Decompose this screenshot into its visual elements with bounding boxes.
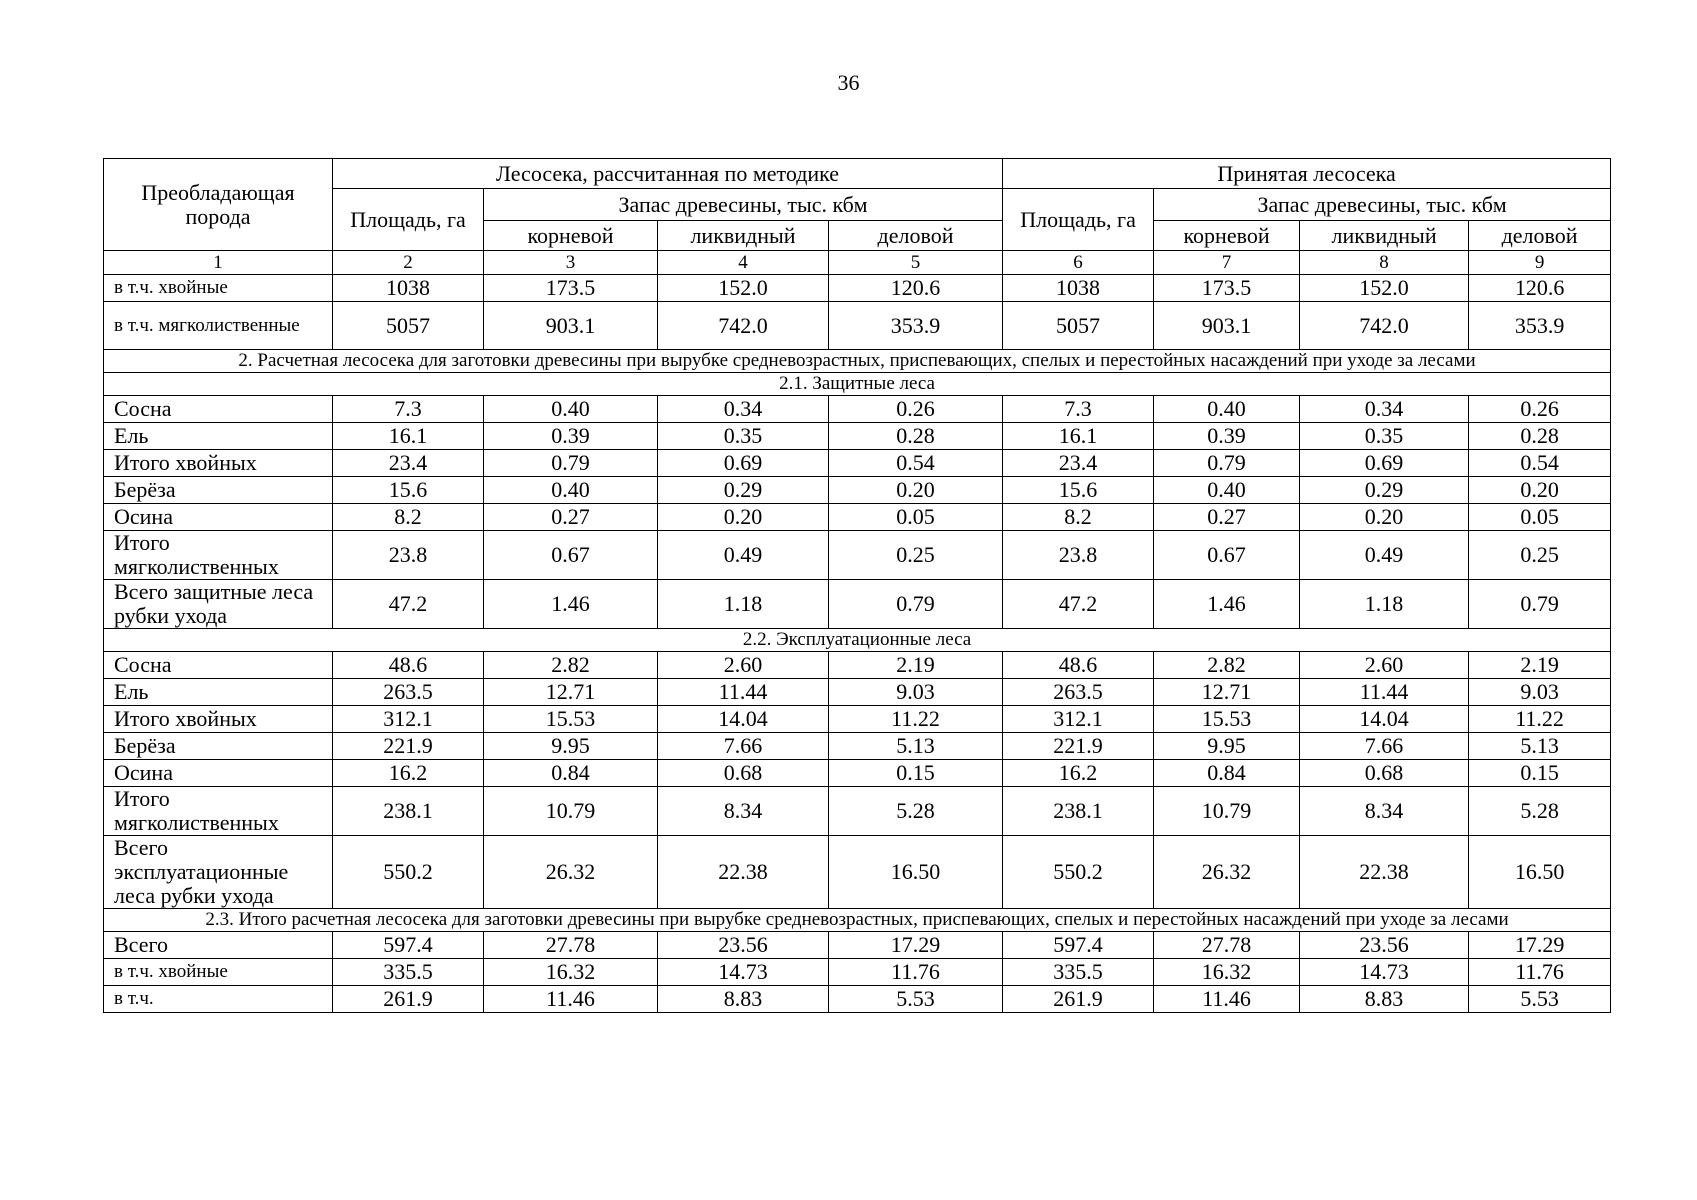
value-cell: 26.32 — [484, 836, 658, 909]
value-cell: 16.32 — [1154, 959, 1300, 986]
value-cell: 0.54 — [829, 450, 1003, 477]
value-cell: 23.56 — [658, 932, 829, 959]
section-title: 2. Расчетная лесосека для заготовки древесины при вырубке средневозрастных, приспевающих, спелых и перестойных насаждений при уходе за лесами — [104, 350, 1611, 373]
species-name-cell: Итого мягколиственных — [104, 787, 333, 836]
value-cell: 0.79 — [1154, 450, 1300, 477]
species-name-cell: Осина — [104, 760, 333, 787]
value-cell: 14.04 — [1300, 706, 1469, 733]
value-cell: 2.19 — [1469, 652, 1611, 679]
table-row — [104, 733, 1611, 760]
value-cell: 16.1 — [1003, 423, 1154, 450]
column-number: 2 — [333, 251, 484, 275]
value-cell: 7.66 — [1300, 733, 1469, 760]
value-cell: 5.13 — [829, 733, 1003, 760]
value-cell: 263.5 — [333, 679, 484, 706]
species-name-cell: в т.ч. хвойные — [104, 959, 333, 986]
value-cell: 0.79 — [1469, 580, 1611, 629]
value-cell: 23.4 — [333, 450, 484, 477]
value-cell: 0.68 — [658, 760, 829, 787]
value-cell: 238.1 — [333, 787, 484, 836]
column-number-row — [104, 251, 1611, 275]
species-name-cell: Всего эксплуатационные леса рубки ухода — [104, 836, 333, 909]
value-cell: 312.1 — [1003, 706, 1154, 733]
section-row — [104, 373, 1611, 396]
value-cell: 11.22 — [1469, 706, 1611, 733]
column-number: 5 — [829, 251, 1003, 275]
value-cell: 0.28 — [829, 423, 1003, 450]
header-root-method: корневой — [484, 221, 658, 251]
value-cell: 261.9 — [333, 986, 484, 1013]
value-cell: 0.27 — [484, 504, 658, 531]
forest-cut-table — [103, 158, 1611, 1013]
value-cell: 8.34 — [658, 787, 829, 836]
value-cell: 0.20 — [1469, 477, 1611, 504]
value-cell: 742.0 — [1300, 302, 1469, 350]
value-cell: 221.9 — [1003, 733, 1154, 760]
value-cell: 15.6 — [333, 477, 484, 504]
column-number: 8 — [1300, 251, 1469, 275]
value-cell: 2.60 — [1300, 652, 1469, 679]
value-cell: 9.03 — [1469, 679, 1611, 706]
value-cell: 11.22 — [829, 706, 1003, 733]
value-cell: 0.49 — [658, 531, 829, 580]
header-group-method: Лесосека, рассчитанная по методике — [333, 159, 1003, 189]
species-name-cell: в т.ч. — [104, 986, 333, 1013]
value-cell: 5.53 — [1469, 986, 1611, 1013]
header-root-accepted: корневой — [1154, 221, 1300, 251]
value-cell: 0.20 — [1300, 504, 1469, 531]
value-cell: 5.13 — [1469, 733, 1611, 760]
value-cell: 0.20 — [658, 504, 829, 531]
value-cell: 14.04 — [658, 706, 829, 733]
value-cell: 10.79 — [484, 787, 658, 836]
table-row — [104, 450, 1611, 477]
column-number: 1 — [104, 251, 333, 275]
value-cell: 5.28 — [1469, 787, 1611, 836]
value-cell: 152.0 — [1300, 275, 1469, 302]
value-cell: 8.2 — [1003, 504, 1154, 531]
value-cell: 238.1 — [1003, 787, 1154, 836]
value-cell: 12.71 — [1154, 679, 1300, 706]
value-cell: 0.34 — [658, 396, 829, 423]
header-area-accepted: Площадь, га — [1003, 189, 1154, 251]
species-name-cell: Берёза — [104, 733, 333, 760]
table-row — [104, 986, 1611, 1013]
species-name-cell: в т.ч. мягколиственные — [104, 302, 333, 350]
value-cell: 0.29 — [658, 477, 829, 504]
value-cell: 27.78 — [1154, 932, 1300, 959]
value-cell: 7.66 — [658, 733, 829, 760]
value-cell: 1.18 — [658, 580, 829, 629]
value-cell: 7.3 — [333, 396, 484, 423]
value-cell: 2.60 — [658, 652, 829, 679]
value-cell: 9.95 — [1154, 733, 1300, 760]
table-row — [104, 423, 1611, 450]
header-liquid-accepted: ликвидный — [1300, 221, 1469, 251]
value-cell: 0.28 — [1469, 423, 1611, 450]
section-title: 2.2. Эксплуатационные леса — [104, 629, 1611, 652]
value-cell: 8.2 — [333, 504, 484, 531]
value-cell: 0.39 — [484, 423, 658, 450]
value-cell: 152.0 — [658, 275, 829, 302]
column-number: 3 — [484, 251, 658, 275]
value-cell: 26.32 — [1154, 836, 1300, 909]
header-liquid-method: ликвидный — [658, 221, 829, 251]
table-row — [104, 959, 1611, 986]
value-cell: 0.26 — [829, 396, 1003, 423]
value-cell: 1038 — [1003, 275, 1154, 302]
value-cell: 353.9 — [829, 302, 1003, 350]
species-name-cell: Всего защитные леса рубки ухода — [104, 580, 333, 629]
species-name-cell: Всего — [104, 932, 333, 959]
section-title: 2.1. Защитные леса — [104, 373, 1611, 396]
value-cell: 16.50 — [829, 836, 1003, 909]
table-row — [104, 760, 1611, 787]
header-group-accepted: Принятая лесосека — [1003, 159, 1611, 189]
value-cell: 120.6 — [829, 275, 1003, 302]
column-number: 7 — [1154, 251, 1300, 275]
value-cell: 23.56 — [1300, 932, 1469, 959]
value-cell: 47.2 — [333, 580, 484, 629]
value-cell: 9.95 — [484, 733, 658, 760]
species-name-cell: Итого мягколиственных — [104, 531, 333, 580]
table-row — [104, 580, 1611, 629]
value-cell: 0.79 — [484, 450, 658, 477]
table-row — [104, 679, 1611, 706]
value-cell: 0.69 — [658, 450, 829, 477]
value-cell: 335.5 — [1003, 959, 1154, 986]
header-stock-method: Запас древесины, тыс. кбм — [484, 189, 1003, 221]
page-number: 36 — [837, 70, 860, 95]
value-cell: 0.84 — [1154, 760, 1300, 787]
species-name-cell: Сосна — [104, 652, 333, 679]
value-cell: 23.8 — [333, 531, 484, 580]
species-name-cell: Осина — [104, 504, 333, 531]
value-cell: 0.25 — [1469, 531, 1611, 580]
value-cell: 120.6 — [1469, 275, 1611, 302]
value-cell: 12.71 — [484, 679, 658, 706]
value-cell: 23.4 — [1003, 450, 1154, 477]
value-cell: 17.29 — [829, 932, 1003, 959]
table-row — [104, 836, 1611, 909]
value-cell: 11.44 — [658, 679, 829, 706]
header-business-accepted: деловой — [1469, 221, 1611, 251]
section-row — [104, 909, 1611, 932]
value-cell: 0.20 — [829, 477, 1003, 504]
value-cell: 0.05 — [829, 504, 1003, 531]
value-cell: 742.0 — [658, 302, 829, 350]
table-row — [104, 275, 1611, 302]
value-cell: 48.6 — [333, 652, 484, 679]
section-row — [104, 350, 1611, 373]
value-cell: 173.5 — [1154, 275, 1300, 302]
value-cell: 11.76 — [829, 959, 1003, 986]
value-cell: 550.2 — [333, 836, 484, 909]
table-row — [104, 932, 1611, 959]
species-name-cell: Сосна — [104, 396, 333, 423]
value-cell: 11.46 — [1154, 986, 1300, 1013]
value-cell: 0.69 — [1300, 450, 1469, 477]
table-row — [104, 787, 1611, 836]
value-cell: 0.15 — [829, 760, 1003, 787]
value-cell: 0.39 — [1154, 423, 1300, 450]
value-cell: 0.79 — [829, 580, 1003, 629]
value-cell: 0.84 — [484, 760, 658, 787]
species-name-cell: Берёза — [104, 477, 333, 504]
value-cell: 2.19 — [829, 652, 1003, 679]
value-cell: 1.46 — [484, 580, 658, 629]
value-cell: 9.03 — [829, 679, 1003, 706]
value-cell: 23.8 — [1003, 531, 1154, 580]
value-cell: 16.2 — [333, 760, 484, 787]
column-number: 9 — [1469, 251, 1611, 275]
species-name-cell: Итого хвойных — [104, 706, 333, 733]
table-row — [104, 652, 1611, 679]
value-cell: 0.49 — [1300, 531, 1469, 580]
value-cell: 11.46 — [484, 986, 658, 1013]
header-species: Преобладающая порода — [104, 159, 333, 251]
value-cell: 48.6 — [1003, 652, 1154, 679]
value-cell: 0.15 — [1469, 760, 1611, 787]
value-cell: 550.2 — [1003, 836, 1154, 909]
value-cell: 0.40 — [484, 477, 658, 504]
table-body — [104, 251, 1611, 1013]
value-cell: 0.67 — [1154, 531, 1300, 580]
value-cell: 5057 — [333, 302, 484, 350]
value-cell: 8.83 — [658, 986, 829, 1013]
table-row — [104, 504, 1611, 531]
value-cell: 221.9 — [333, 733, 484, 760]
value-cell: 0.40 — [1154, 477, 1300, 504]
value-cell: 0.40 — [484, 396, 658, 423]
value-cell: 14.73 — [658, 959, 829, 986]
value-cell: 0.27 — [1154, 504, 1300, 531]
value-cell: 10.79 — [1154, 787, 1300, 836]
column-number: 6 — [1003, 251, 1154, 275]
species-name-cell: в т.ч. хвойные — [104, 275, 333, 302]
value-cell: 8.83 — [1300, 986, 1469, 1013]
value-cell: 0.34 — [1300, 396, 1469, 423]
value-cell: 1.18 — [1300, 580, 1469, 629]
value-cell: 903.1 — [1154, 302, 1300, 350]
value-cell: 15.6 — [1003, 477, 1154, 504]
value-cell: 0.25 — [829, 531, 1003, 580]
species-name-cell: Ель — [104, 423, 333, 450]
value-cell: 22.38 — [1300, 836, 1469, 909]
value-cell: 1038 — [333, 275, 484, 302]
species-name-cell: Итого хвойных — [104, 450, 333, 477]
value-cell: 22.38 — [658, 836, 829, 909]
value-cell: 16.1 — [333, 423, 484, 450]
value-cell: 0.68 — [1300, 760, 1469, 787]
header-stock-accepted: Запас древесины, тыс. кбм — [1154, 189, 1611, 221]
table-row — [104, 396, 1611, 423]
section-title: 2.3. Итого расчетная лесосека для заготовки древесины при вырубке средневозрастных, приспевающих, спелых и перестойных насаждений при уходе за лесами — [104, 909, 1611, 932]
value-cell: 0.40 — [1154, 396, 1300, 423]
value-cell: 8.34 — [1300, 787, 1469, 836]
table-row — [104, 477, 1611, 504]
value-cell: 335.5 — [333, 959, 484, 986]
value-cell: 5057 — [1003, 302, 1154, 350]
value-cell: 7.3 — [1003, 396, 1154, 423]
value-cell: 0.26 — [1469, 396, 1611, 423]
header-business-method: деловой — [829, 221, 1003, 251]
value-cell: 0.67 — [484, 531, 658, 580]
value-cell: 353.9 — [1469, 302, 1611, 350]
value-cell: 11.44 — [1300, 679, 1469, 706]
value-cell: 17.29 — [1469, 932, 1611, 959]
section-row — [104, 629, 1611, 652]
value-cell: 597.4 — [1003, 932, 1154, 959]
value-cell: 0.29 — [1300, 477, 1469, 504]
value-cell: 16.32 — [484, 959, 658, 986]
table-row — [104, 531, 1611, 580]
value-cell: 903.1 — [484, 302, 658, 350]
value-cell: 1.46 — [1154, 580, 1300, 629]
value-cell: 15.53 — [1154, 706, 1300, 733]
value-cell: 263.5 — [1003, 679, 1154, 706]
value-cell: 0.05 — [1469, 504, 1611, 531]
table-row — [104, 706, 1611, 733]
value-cell: 15.53 — [484, 706, 658, 733]
value-cell: 0.35 — [658, 423, 829, 450]
value-cell: 2.82 — [484, 652, 658, 679]
value-cell: 0.35 — [1300, 423, 1469, 450]
value-cell: 0.54 — [1469, 450, 1611, 477]
column-number: 4 — [658, 251, 829, 275]
value-cell: 5.28 — [829, 787, 1003, 836]
value-cell: 312.1 — [333, 706, 484, 733]
value-cell: 27.78 — [484, 932, 658, 959]
value-cell: 11.76 — [1469, 959, 1611, 986]
value-cell: 16.50 — [1469, 836, 1611, 909]
value-cell: 16.2 — [1003, 760, 1154, 787]
value-cell: 173.5 — [484, 275, 658, 302]
value-cell: 597.4 — [333, 932, 484, 959]
value-cell: 2.82 — [1154, 652, 1300, 679]
value-cell: 5.53 — [829, 986, 1003, 1013]
species-name-cell: Ель — [104, 679, 333, 706]
value-cell: 261.9 — [1003, 986, 1154, 1013]
value-cell: 47.2 — [1003, 580, 1154, 629]
header-area-method: Площадь, га — [333, 189, 484, 251]
value-cell: 14.73 — [1300, 959, 1469, 986]
table-row — [104, 302, 1611, 350]
